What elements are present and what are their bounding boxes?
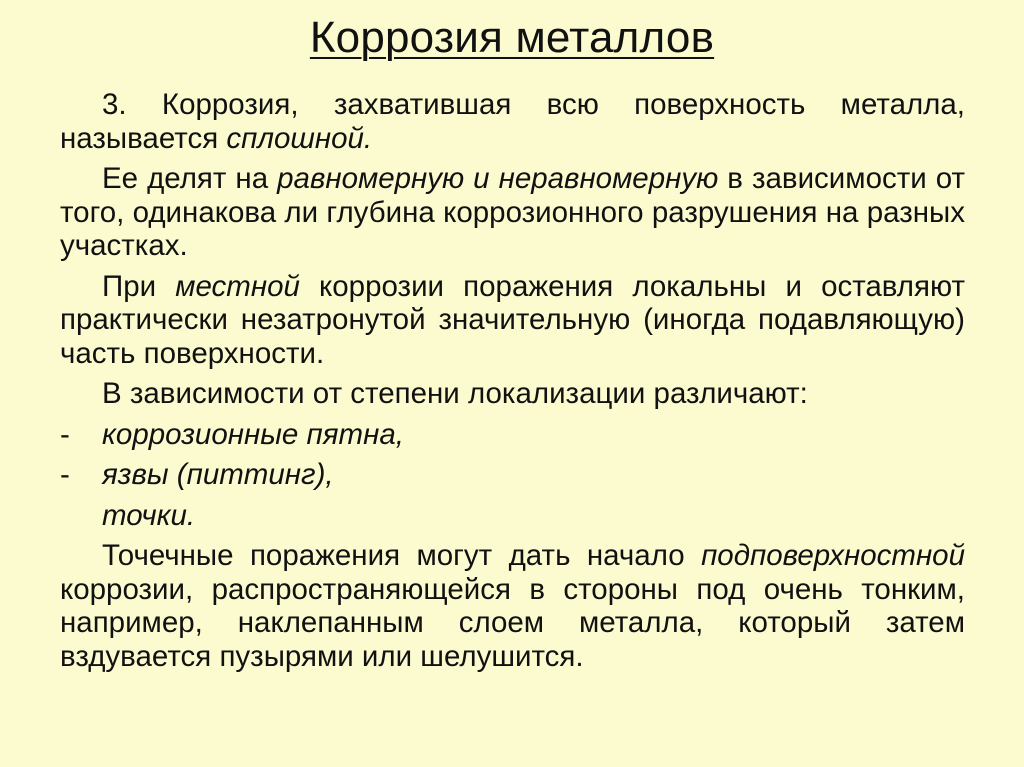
paragraph-text: коррозии, распространяющейся в стороны под очень тонким, например, наклепанным слоем металла, который затем вздувается пузырями или шелушится. [60,572,965,673]
emphasis-term: сплошной. [226,121,373,155]
paragraph-text: в зависимости от того, одинакова ли глубина коррозионного разрушения на разных участках. [60,162,965,262]
list-item [60,418,965,452]
paragraph-text: коррозии поражения локальны и оставляют практически незатронутой значительную (иногда подавляющую) часть поверхности. [60,269,965,370]
list-item-text: коррозионные пятна, [102,417,404,451]
paragraph-pitting-subsurface [60,539,965,673]
paragraph-uniform-nonuniform [60,162,965,263]
list-item [60,499,965,533]
emphasis-term: подповерхностной [701,539,965,572]
emphasis-term: местной [175,269,300,303]
paragraph-local-corrosion [60,270,965,371]
list-item-text: язвы (питтинг), [102,458,334,491]
paragraph-text: Ее делят на [102,162,278,195]
emphasis-term: равномерную и неравномерную [277,162,719,195]
paragraph-text: В зависимости от степени локализации различают: [102,377,808,410]
list-marker: - [60,458,70,491]
list-marker: - [60,417,70,451]
paragraph-localization-types [60,377,965,411]
slide-title: Коррозия металлов [309,13,715,62]
paragraph-continuous-corrosion [60,88,965,155]
paragraph-text: 3. Коррозия, захватившая всю поверхность металла, называется [60,88,965,155]
list-item [60,458,965,492]
list-item-text: точки. [102,498,196,532]
slide-body [60,88,965,673]
paragraph-text: Точечные поражения могут дать начало [102,539,702,572]
paragraph-text: При [102,269,176,303]
